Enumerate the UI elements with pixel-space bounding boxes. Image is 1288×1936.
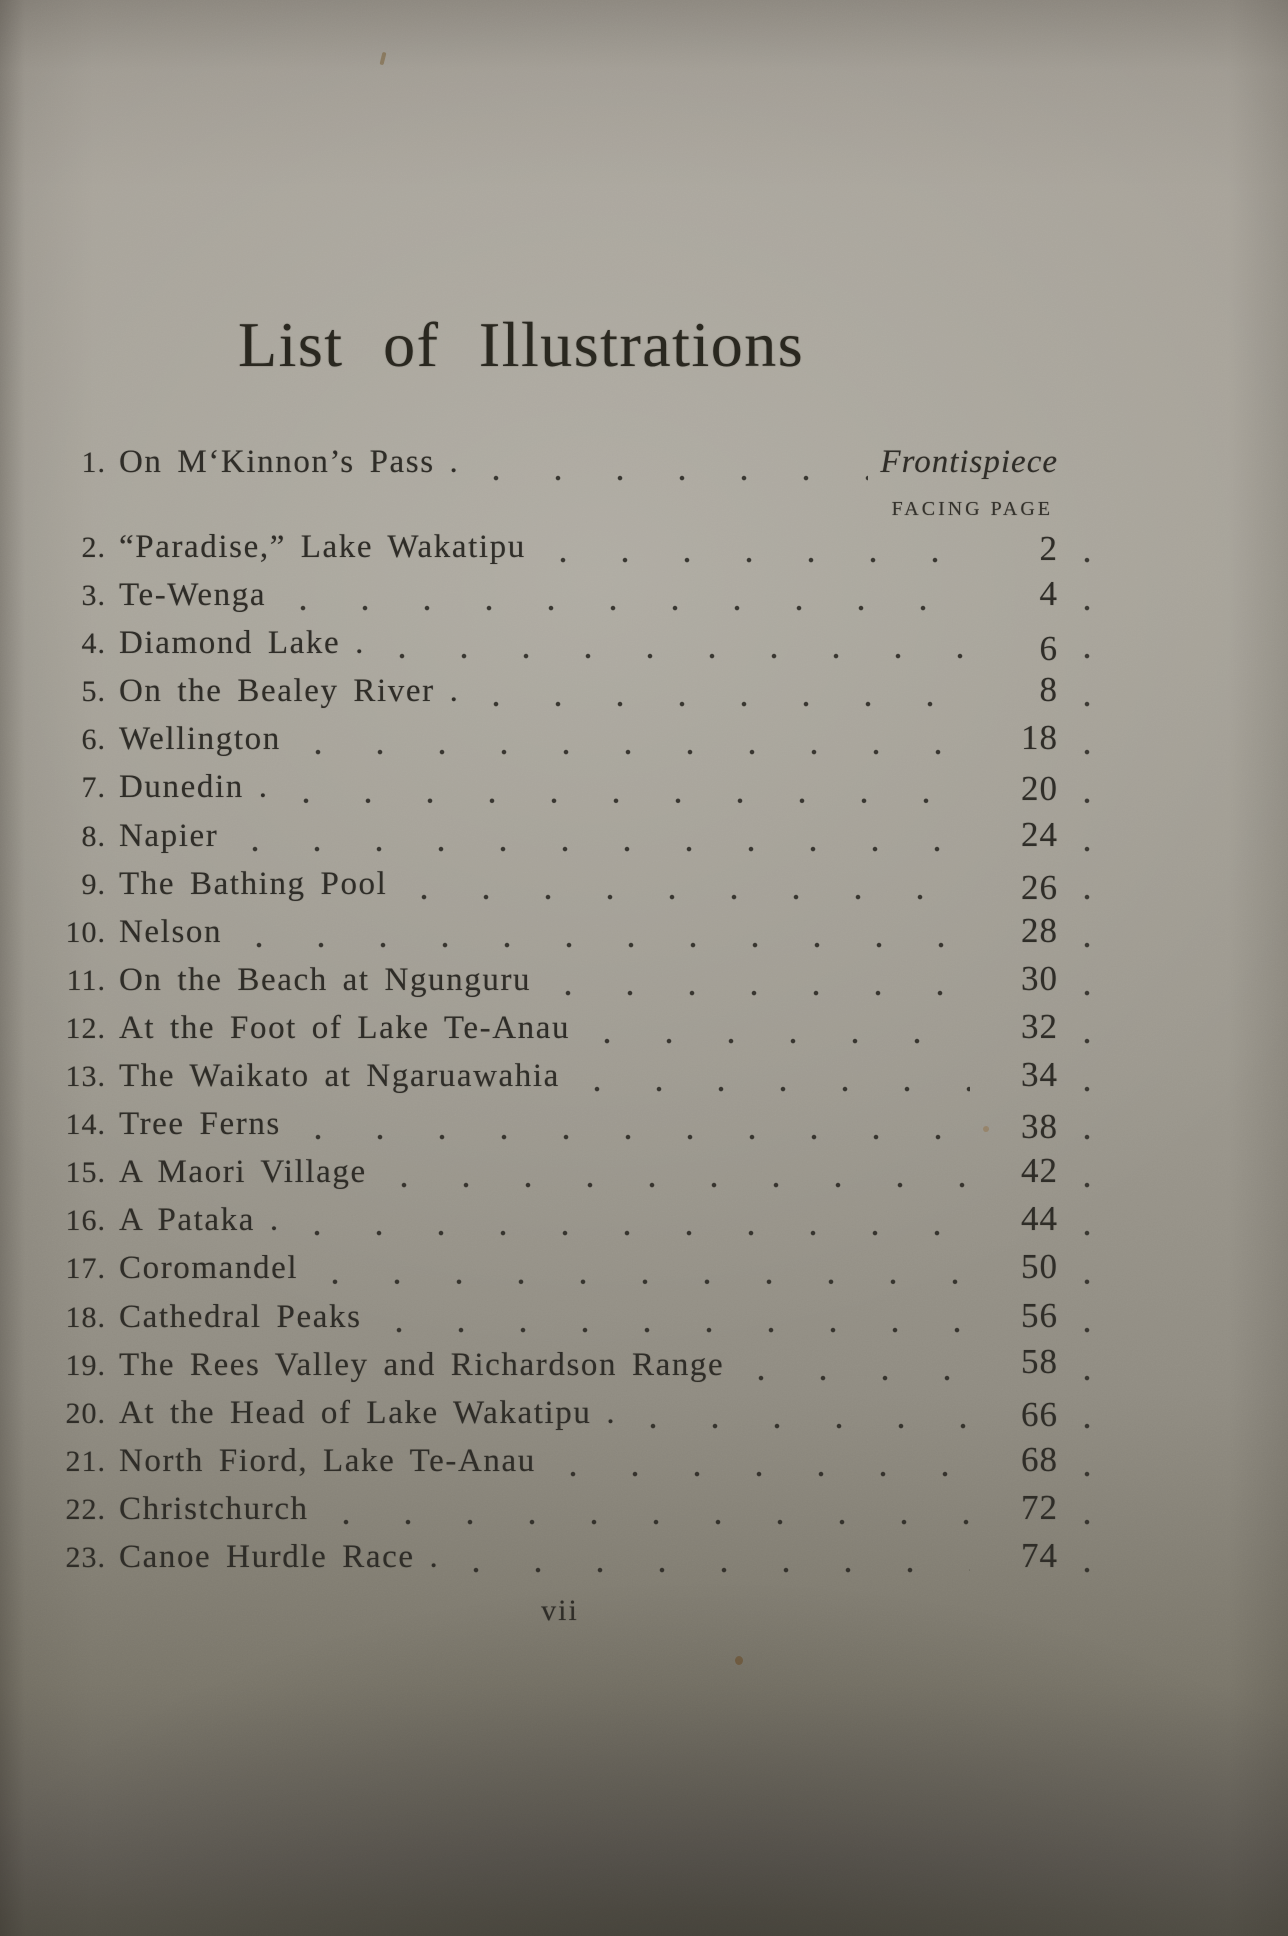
dot-leader bbox=[286, 1199, 970, 1247]
dot-leader-tail bbox=[1074, 1151, 1100, 1199]
illustration-entry-row bbox=[60, 815, 1100, 863]
dot-leader bbox=[373, 1151, 970, 1199]
entry-title: Dunedin . bbox=[119, 769, 269, 806]
facing-page-label: FACING PAGE bbox=[891, 497, 1053, 520]
illustration-entry-row bbox=[60, 1296, 1100, 1344]
dot-leader-tail bbox=[1074, 911, 1100, 959]
entry-title: The Rees Valley and Richardson Range bbox=[119, 1346, 725, 1383]
illustration-entry-row bbox=[60, 766, 1100, 814]
dot-leader-tail bbox=[1074, 1488, 1100, 1536]
entry-number: 13. bbox=[65, 1060, 106, 1094]
illustration-entry-row bbox=[60, 1488, 1100, 1536]
dot-leader-tail bbox=[1074, 526, 1100, 574]
entry-title: Te-Wenga bbox=[119, 577, 267, 614]
entry-title: The Waikato at Ngaruawahia bbox=[119, 1058, 560, 1095]
entry-number: 3. bbox=[81, 579, 106, 613]
dot-leader-tail bbox=[1074, 1536, 1100, 1584]
dot-leader bbox=[287, 718, 970, 766]
illustration-entry-row bbox=[60, 526, 1100, 574]
entry-page: 42 bbox=[1021, 1151, 1058, 1191]
entry-number: 8. bbox=[81, 819, 106, 853]
entry-number: 9. bbox=[81, 867, 106, 901]
dot-leader-tail bbox=[1074, 1344, 1100, 1392]
dot-leader bbox=[272, 574, 970, 622]
illustration-entry-row bbox=[60, 1103, 1100, 1151]
illustration-entry-row bbox=[60, 1247, 1100, 1295]
entry-number: 21. bbox=[65, 1444, 106, 1478]
entry-number: 23. bbox=[65, 1540, 106, 1574]
dot-leader bbox=[532, 526, 970, 574]
dot-leader-tail bbox=[1074, 815, 1100, 863]
dot-leader-tail bbox=[1074, 1440, 1100, 1488]
dot-leader bbox=[287, 1103, 970, 1151]
dot-leader bbox=[371, 622, 970, 670]
entry-title: On M‘Kinnon’s Pass . bbox=[119, 444, 460, 480]
illustration-entry-row bbox=[60, 1341, 1100, 1392]
illustration-entry-row bbox=[60, 718, 1100, 766]
dot-leader-tail bbox=[1074, 1103, 1100, 1151]
dot-leader-tail bbox=[1074, 1007, 1100, 1055]
entry-page: 6 bbox=[1039, 629, 1058, 669]
entry-number: 19. bbox=[65, 1348, 106, 1382]
illustration-entry-row bbox=[60, 574, 1100, 622]
illustration-entry-row bbox=[60, 1440, 1100, 1488]
entry-page: Frontispiece bbox=[880, 444, 1058, 480]
entry-page: 8 bbox=[1039, 670, 1058, 710]
entry-page: 74 bbox=[1021, 1535, 1058, 1575]
entry-number: 1. bbox=[81, 446, 106, 479]
entry-title: North Fiord, Lake Te-Anau bbox=[119, 1442, 536, 1479]
facing-page-header-row bbox=[60, 492, 1100, 526]
dot-leader bbox=[224, 815, 970, 863]
illustration-entry-row bbox=[60, 622, 1100, 670]
dot-leader bbox=[315, 1488, 970, 1536]
dot-leader bbox=[275, 766, 970, 814]
dot-leader bbox=[566, 1055, 970, 1103]
entry-page: 30 bbox=[1021, 958, 1058, 998]
entry-title: Wellington bbox=[119, 721, 281, 758]
entry-number: 18. bbox=[65, 1300, 106, 1334]
illustration-entry-row bbox=[60, 1151, 1100, 1199]
illustration-entry-row bbox=[60, 444, 1100, 492]
entry-title: The Bathing Pool bbox=[119, 865, 388, 902]
illustration-entry-row bbox=[60, 959, 1100, 1007]
entry-page: 26 bbox=[1021, 867, 1058, 907]
entry-number: 4. bbox=[81, 627, 106, 661]
entry-title: Tree Ferns bbox=[119, 1106, 281, 1143]
dot-leader-tail bbox=[1074, 959, 1100, 1007]
entry-number: 17. bbox=[65, 1252, 106, 1286]
entry-title: A Maori Village bbox=[119, 1154, 367, 1191]
entry-page: 32 bbox=[1021, 1006, 1058, 1046]
dot-leader bbox=[542, 1440, 970, 1488]
folio-page-number: vii bbox=[541, 1594, 579, 1627]
paper-speck bbox=[983, 1126, 989, 1132]
entry-title: At the Head of Lake Wakatipu . bbox=[119, 1394, 617, 1431]
entry-number: 2. bbox=[81, 531, 106, 564]
dot-leader bbox=[465, 670, 970, 718]
dot-leader-tail bbox=[1074, 670, 1100, 718]
entry-page: 18 bbox=[1021, 718, 1058, 758]
entry-page: 58 bbox=[1021, 1341, 1058, 1381]
illustration-entry-row bbox=[60, 670, 1100, 718]
entry-title: A Pataka . bbox=[119, 1202, 280, 1239]
paper-speck bbox=[735, 1656, 743, 1665]
entry-page: 28 bbox=[1021, 910, 1058, 950]
entry-title: Canoe Hurdle Race . bbox=[119, 1538, 440, 1575]
entry-page: 50 bbox=[1021, 1247, 1058, 1287]
illustration-entry-row bbox=[60, 863, 1100, 911]
entry-number: 5. bbox=[81, 675, 106, 709]
entry-number: 7. bbox=[81, 771, 106, 805]
dot-leader-tail bbox=[1074, 574, 1100, 622]
entry-page: 44 bbox=[1021, 1199, 1058, 1239]
dot-leader-tail bbox=[1074, 1392, 1100, 1440]
dot-leader bbox=[393, 863, 970, 911]
dot-leader-tail bbox=[1074, 863, 1100, 911]
dot-leader bbox=[368, 1296, 970, 1344]
entry-number: 16. bbox=[65, 1204, 106, 1238]
entry-title: Napier bbox=[119, 817, 219, 854]
entry-page: 4 bbox=[1039, 574, 1058, 614]
illustration-entry-row bbox=[60, 1392, 1100, 1440]
page-title: List of Illustrations bbox=[238, 309, 805, 380]
dot-leader-tail bbox=[1074, 1247, 1100, 1295]
entry-number: 6. bbox=[81, 723, 106, 757]
entry-title: Diamond Lake . bbox=[119, 625, 365, 662]
dot-leader bbox=[465, 444, 868, 492]
entry-page: 34 bbox=[1021, 1055, 1058, 1095]
illustration-entry-row bbox=[60, 1055, 1100, 1103]
illustration-entry-row bbox=[60, 1536, 1100, 1584]
entry-title: On the Beach at Ngunguru bbox=[119, 961, 532, 998]
dot-leader bbox=[576, 1007, 970, 1055]
entry-title: “Paradise,” Lake Wakatipu bbox=[119, 529, 526, 565]
dot-leader bbox=[445, 1536, 970, 1584]
entry-page: 20 bbox=[1021, 769, 1058, 809]
entry-number: 11. bbox=[66, 963, 106, 997]
entry-page: 2 bbox=[1039, 529, 1058, 568]
illustration-entry-row bbox=[60, 1199, 1100, 1247]
entry-title: On the Bealey River . bbox=[119, 673, 460, 710]
dot-leader bbox=[730, 1344, 970, 1392]
entry-title: Coromandel bbox=[119, 1250, 299, 1287]
entry-page: 66 bbox=[1021, 1394, 1058, 1434]
dot-leader-tail bbox=[1074, 718, 1100, 766]
entry-title: Cathedral Peaks bbox=[119, 1298, 362, 1335]
dot-leader bbox=[537, 959, 970, 1007]
illustrations-list bbox=[60, 444, 1100, 1584]
entry-page: 24 bbox=[1021, 814, 1058, 854]
entry-page: 56 bbox=[1021, 1295, 1058, 1335]
dot-leader-tail bbox=[1074, 766, 1100, 814]
dot-leader-tail bbox=[1074, 1055, 1100, 1103]
entry-page: 68 bbox=[1021, 1439, 1058, 1479]
dot-leader bbox=[304, 1247, 970, 1295]
dot-leader-tail bbox=[1074, 622, 1100, 670]
entry-number: 22. bbox=[65, 1492, 106, 1526]
entry-title: At the Foot of Lake Te-Anau bbox=[119, 1009, 571, 1046]
entry-title: Nelson bbox=[119, 913, 223, 950]
page-content bbox=[60, 0, 1100, 1936]
entry-page: 38 bbox=[1021, 1107, 1058, 1147]
dot-leader bbox=[622, 1392, 970, 1440]
entry-number: 15. bbox=[65, 1156, 106, 1190]
illustration-entry-row bbox=[60, 1007, 1100, 1055]
entry-page: 72 bbox=[1021, 1487, 1058, 1527]
entry-number: 14. bbox=[65, 1108, 106, 1142]
entry-number: 12. bbox=[65, 1011, 106, 1045]
dot-leader bbox=[228, 911, 970, 959]
entry-title: Christchurch bbox=[119, 1490, 309, 1527]
dot-leader-tail bbox=[1074, 1199, 1100, 1247]
dot-leader-tail bbox=[1074, 1296, 1100, 1344]
entry-number: 10. bbox=[65, 915, 106, 949]
illustration-entry-row bbox=[60, 911, 1100, 959]
entry-number: 20. bbox=[65, 1396, 106, 1430]
